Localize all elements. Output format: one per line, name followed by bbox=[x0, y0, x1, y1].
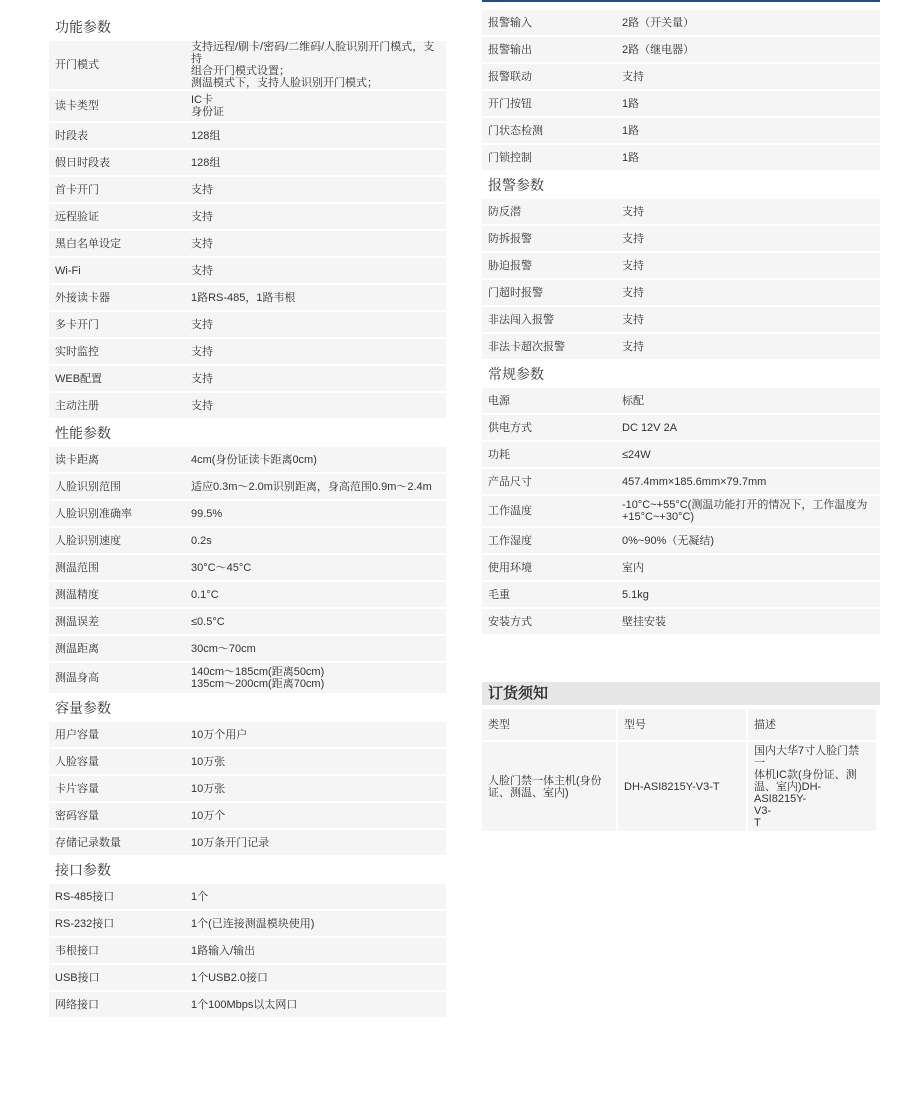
spec-value-line: 1个100Mbps以太网口 bbox=[191, 998, 298, 1011]
spec-row bbox=[49, 830, 446, 855]
spec-value-line: 30°C～45°C bbox=[191, 561, 252, 574]
spec-name: 假日时段表 bbox=[49, 150, 185, 175]
spec-name: 卡片容量 bbox=[49, 776, 185, 801]
section-title: 容量参数 bbox=[49, 695, 185, 720]
spec-row bbox=[49, 41, 446, 89]
spec-row bbox=[482, 253, 880, 278]
spec-value-line: 140cm～185cm(距离50cm) bbox=[191, 666, 325, 678]
spec-value-line: 1个 bbox=[191, 890, 209, 903]
spec-name: 工作湿度 bbox=[482, 528, 616, 553]
spec-value-line: ≤0.5°C bbox=[191, 615, 225, 628]
spec-row bbox=[482, 199, 880, 224]
left-spec-column bbox=[49, 12, 446, 1019]
spec-value bbox=[185, 285, 446, 310]
spec-value-line: 2路（开关量） bbox=[622, 16, 695, 29]
spec-name: 远程验证 bbox=[49, 204, 185, 229]
spec-value bbox=[185, 501, 446, 526]
spec-value-line: +15°C~+30°C) bbox=[622, 511, 695, 523]
spec-name: 报警联动 bbox=[482, 64, 616, 89]
spec-name: 工作温度 bbox=[482, 496, 616, 526]
section-title: 报警参数 bbox=[482, 172, 616, 197]
spec-name: 非法闯入报警 bbox=[482, 307, 616, 332]
spec-value bbox=[185, 663, 446, 693]
spec-name: 韦根接口 bbox=[49, 938, 185, 963]
spec-name: 网络接口 bbox=[49, 992, 185, 1017]
spec-name: 毛重 bbox=[482, 582, 616, 607]
spec-value bbox=[185, 177, 446, 202]
spec-row bbox=[49, 393, 446, 418]
spec-value-line: 支持 bbox=[622, 259, 644, 272]
spec-value-line: 支持远程/刷卡/密码/二维码/人脸识别开门模式，支持 bbox=[191, 41, 435, 65]
spec-value-line: 10万个 bbox=[191, 809, 226, 822]
spec-name: 防反潜 bbox=[482, 199, 616, 224]
spec-row bbox=[482, 388, 880, 413]
spec-name: 人脸识别范围 bbox=[49, 474, 185, 499]
spec-value-line: 2路（继电器） bbox=[622, 43, 695, 56]
spec-name: 人脸识别准确率 bbox=[49, 501, 185, 526]
section-title: 功能参数 bbox=[49, 14, 185, 39]
spec-name: 功耗 bbox=[482, 442, 616, 467]
spec-name: Wi-Fi bbox=[49, 258, 185, 283]
spec-row bbox=[49, 339, 446, 364]
spec-row bbox=[49, 474, 446, 499]
spec-value bbox=[185, 204, 446, 229]
spec-name: 人脸容量 bbox=[49, 749, 185, 774]
order-cell-model: DH-ASI8215Y-V3-T bbox=[618, 742, 746, 831]
spec-value bbox=[616, 280, 880, 305]
spec-value-line: 1路 bbox=[622, 151, 640, 164]
spec-value bbox=[185, 123, 446, 148]
spec-value bbox=[616, 609, 880, 634]
spec-name: WEB配置 bbox=[49, 366, 185, 391]
spec-value-line: 128组 bbox=[191, 129, 221, 142]
spec-row bbox=[482, 280, 880, 305]
spec-name: 读卡距离 bbox=[49, 447, 185, 472]
spec-row bbox=[49, 366, 446, 391]
spec-name: 实时监控 bbox=[49, 339, 185, 364]
spec-value bbox=[616, 388, 880, 413]
spec-name: 测温误差 bbox=[49, 609, 185, 634]
spec-row bbox=[482, 91, 880, 116]
spec-value bbox=[185, 528, 446, 553]
spec-value bbox=[185, 555, 446, 580]
spec-value bbox=[616, 91, 880, 116]
spec-name: 外接读卡器 bbox=[49, 285, 185, 310]
spec-row bbox=[482, 334, 880, 359]
spec-row bbox=[49, 884, 446, 909]
right-spec-table bbox=[482, 8, 880, 636]
spec-value bbox=[616, 10, 880, 35]
spec-value-line: 0.2s bbox=[191, 534, 212, 547]
spec-name: 读卡类型 bbox=[49, 91, 185, 121]
spec-row bbox=[482, 555, 880, 580]
spec-value-line: 30cm～70cm bbox=[191, 642, 256, 655]
spec-value-line: 组合开门模式设置； bbox=[191, 65, 290, 77]
spec-value-line: 壁挂安装 bbox=[622, 615, 666, 628]
top-rule-right bbox=[482, 0, 880, 2]
spec-value-line: -10°C~+55°C(测温功能打开的情况下，工作温度为 bbox=[622, 499, 868, 511]
section-title: 接口参数 bbox=[49, 857, 185, 882]
spec-value-line: 1个USB2.0接口 bbox=[191, 971, 269, 984]
spec-value bbox=[185, 258, 446, 283]
spec-value bbox=[616, 64, 880, 89]
section-title-spacer bbox=[616, 172, 880, 197]
section-header-row bbox=[49, 14, 446, 39]
spec-value-line: 支持 bbox=[622, 232, 644, 245]
spec-name: 测温精度 bbox=[49, 582, 185, 607]
spec-value bbox=[185, 803, 446, 828]
spec-row bbox=[49, 776, 446, 801]
spec-row bbox=[482, 528, 880, 553]
spec-row bbox=[482, 307, 880, 332]
spec-name: 产品尺寸 bbox=[482, 469, 616, 494]
spec-value bbox=[616, 442, 880, 467]
spec-value bbox=[616, 226, 880, 251]
order-header-description: 描述 bbox=[748, 709, 876, 740]
spec-name: 测温身高 bbox=[49, 663, 185, 693]
spec-row bbox=[49, 636, 446, 661]
spec-value bbox=[185, 41, 446, 89]
spec-row bbox=[49, 938, 446, 963]
order-table-row bbox=[482, 742, 876, 831]
spec-value bbox=[185, 722, 446, 747]
spec-value-line: 测温模式下，支持人脸识别开门模式； bbox=[191, 77, 378, 89]
spec-name: 时段表 bbox=[49, 123, 185, 148]
spec-row bbox=[49, 447, 446, 472]
spec-value bbox=[616, 582, 880, 607]
spec-row bbox=[49, 91, 446, 121]
spec-row bbox=[482, 582, 880, 607]
order-header-model: 型号 bbox=[618, 709, 746, 740]
spec-value-line: 支持 bbox=[622, 286, 644, 299]
section-title-spacer bbox=[185, 695, 446, 720]
spec-value-line: 457.4mm×185.6mm×79.7mm bbox=[622, 475, 767, 488]
spec-value bbox=[185, 312, 446, 337]
spec-value bbox=[185, 231, 446, 256]
spec-value-line: 支持 bbox=[191, 183, 213, 196]
spec-name: 使用环境 bbox=[482, 555, 616, 580]
spec-row bbox=[49, 749, 446, 774]
spec-row bbox=[49, 722, 446, 747]
spec-value bbox=[185, 830, 446, 855]
spec-value bbox=[185, 474, 446, 499]
spec-value-line: 4cm(身份证读卡距离0cm) bbox=[191, 453, 317, 466]
spec-value-line: 室内 bbox=[622, 561, 644, 574]
spec-name: USB接口 bbox=[49, 965, 185, 990]
spec-value bbox=[616, 253, 880, 278]
spec-row bbox=[482, 118, 880, 143]
spec-value bbox=[616, 307, 880, 332]
spec-value bbox=[185, 447, 446, 472]
spec-name: 首卡开门 bbox=[49, 177, 185, 202]
section-title: 性能参数 bbox=[49, 420, 185, 445]
spec-row bbox=[482, 609, 880, 634]
spec-value bbox=[185, 965, 446, 990]
spec-value bbox=[185, 749, 446, 774]
spec-name: 开门按钮 bbox=[482, 91, 616, 116]
spec-value-line: 支持 bbox=[191, 372, 213, 385]
spec-name: 胁迫报警 bbox=[482, 253, 616, 278]
spec-value bbox=[616, 334, 880, 359]
section-header-row bbox=[49, 857, 446, 882]
order-desc-line: 国内大华7寸人脸门禁一 bbox=[754, 744, 860, 769]
spec-name: 测温范围 bbox=[49, 555, 185, 580]
spec-value bbox=[185, 339, 446, 364]
order-table-header-row bbox=[482, 709, 876, 740]
spec-name: 供电方式 bbox=[482, 415, 616, 440]
spec-value bbox=[185, 366, 446, 391]
spec-value-line: 5.1kg bbox=[622, 588, 649, 601]
section-title: 常规参数 bbox=[482, 361, 616, 386]
spec-value bbox=[185, 393, 446, 418]
spec-row bbox=[49, 123, 446, 148]
order-type-line: 证、测温、室内) bbox=[488, 786, 569, 799]
spec-name: 门超时报警 bbox=[482, 280, 616, 305]
spec-name: 报警输出 bbox=[482, 37, 616, 62]
spec-row bbox=[482, 37, 880, 62]
spec-value-line: 支持 bbox=[191, 210, 213, 223]
spec-value bbox=[185, 911, 446, 936]
spec-row bbox=[49, 285, 446, 310]
section-header-row bbox=[482, 172, 880, 197]
spec-value-line: 支持 bbox=[191, 264, 213, 277]
spec-value-line: 1路输入/输出 bbox=[191, 944, 256, 957]
spec-value-line: 支持 bbox=[191, 318, 213, 331]
order-cell-description bbox=[748, 742, 876, 831]
spec-value bbox=[185, 884, 446, 909]
spec-value-line: 135cm～200cm(距离70cm) bbox=[191, 678, 325, 690]
order-header-type: 类型 bbox=[482, 709, 616, 740]
spec-value-line: 身份证 bbox=[191, 106, 224, 118]
order-type-line: 人脸门禁一体主机(身份 bbox=[488, 774, 602, 787]
spec-row bbox=[49, 528, 446, 553]
spec-value bbox=[185, 150, 446, 175]
spec-name: 用户容量 bbox=[49, 722, 185, 747]
spec-name: 主动注册 bbox=[49, 393, 185, 418]
section-title-spacer bbox=[185, 420, 446, 445]
spec-value-line: 10万条开门记录 bbox=[191, 836, 270, 849]
spec-name: 非法卡超次报警 bbox=[482, 334, 616, 359]
spec-value-line: 10万张 bbox=[191, 782, 226, 795]
spec-name: 门状态检测 bbox=[482, 118, 616, 143]
spec-value-line: 1个(已连接测温模块使用) bbox=[191, 917, 315, 930]
spec-value-line: 99.5% bbox=[191, 507, 223, 520]
spec-name: 电源 bbox=[482, 388, 616, 413]
section-header-row bbox=[482, 361, 880, 386]
spec-value-line: 支持 bbox=[622, 70, 644, 83]
spec-row bbox=[49, 609, 446, 634]
spec-row bbox=[482, 10, 880, 35]
spec-row bbox=[482, 64, 880, 89]
spec-value bbox=[185, 91, 446, 121]
spec-name: RS-485接口 bbox=[49, 884, 185, 909]
spec-name: 防拆报警 bbox=[482, 226, 616, 251]
spec-row bbox=[49, 803, 446, 828]
left-spec-table bbox=[49, 12, 446, 1019]
spec-name: 测温距离 bbox=[49, 636, 185, 661]
spec-value-line: 支持 bbox=[191, 237, 213, 250]
spec-value bbox=[185, 636, 446, 661]
spec-name: 存储记录数量 bbox=[49, 830, 185, 855]
spec-row bbox=[49, 555, 446, 580]
spec-row bbox=[49, 965, 446, 990]
spec-name: 黑白名单设定 bbox=[49, 231, 185, 256]
spec-row bbox=[49, 663, 446, 693]
spec-value bbox=[616, 118, 880, 143]
spec-value-line: 支持 bbox=[191, 345, 213, 358]
spec-value bbox=[616, 555, 880, 580]
spec-row bbox=[49, 258, 446, 283]
spec-row bbox=[482, 496, 880, 526]
order-desc-line: T bbox=[754, 816, 761, 829]
spec-value bbox=[185, 776, 446, 801]
spec-value-line: 0%~90%（无凝结) bbox=[622, 534, 715, 547]
order-desc-line: 温、室内)DH-ASI8215Y- bbox=[754, 780, 822, 805]
spec-value bbox=[616, 145, 880, 170]
spec-name: 人脸识别速度 bbox=[49, 528, 185, 553]
spec-row bbox=[49, 177, 446, 202]
spec-row bbox=[49, 582, 446, 607]
spec-value-line: 1路 bbox=[622, 97, 640, 110]
spec-value-line: 适应0.3m～2.0m识别距离，身高范围0.9m～2.4m bbox=[191, 480, 432, 493]
spec-row bbox=[49, 312, 446, 337]
section-title-spacer bbox=[185, 857, 446, 882]
spec-row bbox=[482, 442, 880, 467]
spec-value-line: 1路 bbox=[622, 124, 640, 137]
spec-row bbox=[49, 231, 446, 256]
spec-name: RS-232接口 bbox=[49, 911, 185, 936]
spec-name: 密码容量 bbox=[49, 803, 185, 828]
spec-name: 安装方式 bbox=[482, 609, 616, 634]
spec-name: 开门模式 bbox=[49, 41, 185, 89]
spec-value-line: 0.1°C bbox=[191, 588, 219, 601]
spec-value bbox=[616, 496, 880, 526]
spec-row bbox=[482, 226, 880, 251]
spec-row bbox=[482, 145, 880, 170]
spec-value-line: 10万个用户 bbox=[191, 728, 248, 741]
spec-value-line: 1路RS-485，1路韦根 bbox=[191, 291, 296, 304]
spec-value-line: DC 12V 2A bbox=[622, 421, 678, 434]
order-table bbox=[480, 707, 878, 833]
spec-row bbox=[482, 469, 880, 494]
spec-value-line: 支持 bbox=[622, 205, 644, 218]
spec-row bbox=[49, 992, 446, 1017]
spec-row bbox=[49, 501, 446, 526]
section-title-spacer bbox=[185, 14, 446, 39]
spec-value bbox=[616, 528, 880, 553]
spec-value-line: 10万张 bbox=[191, 755, 226, 768]
spec-value-line: ≤24W bbox=[622, 448, 651, 461]
order-cell-type bbox=[482, 742, 616, 831]
spec-value bbox=[616, 415, 880, 440]
spec-value bbox=[185, 609, 446, 634]
spec-row bbox=[49, 911, 446, 936]
spec-value bbox=[616, 199, 880, 224]
spec-value-line: 标配 bbox=[622, 394, 644, 407]
spec-value-line: 支持 bbox=[191, 399, 213, 412]
spec-value-line: 支持 bbox=[622, 313, 644, 326]
spec-name: 多卡开门 bbox=[49, 312, 185, 337]
spec-row bbox=[49, 204, 446, 229]
order-desc-line: V3- bbox=[754, 804, 772, 817]
spec-value bbox=[616, 469, 880, 494]
spec-value-line: 支持 bbox=[622, 340, 644, 353]
spec-value-line: 128组 bbox=[191, 156, 221, 169]
spec-value bbox=[185, 938, 446, 963]
section-header-row bbox=[49, 695, 446, 720]
right-spec-column bbox=[482, 8, 880, 636]
spec-row bbox=[482, 415, 880, 440]
order-info-title: 订货须知 bbox=[482, 682, 880, 705]
spec-value bbox=[616, 37, 880, 62]
spec-name: 门锁控制 bbox=[482, 145, 616, 170]
spec-value bbox=[185, 582, 446, 607]
spec-name: 报警输入 bbox=[482, 10, 616, 35]
order-desc-line: 体机IC款(身份证、测 bbox=[754, 768, 857, 781]
spec-value-line: IC卡 bbox=[191, 94, 213, 106]
spec-row bbox=[49, 150, 446, 175]
spec-value bbox=[185, 992, 446, 1017]
section-title-spacer bbox=[616, 361, 880, 386]
section-header-row bbox=[49, 420, 446, 445]
